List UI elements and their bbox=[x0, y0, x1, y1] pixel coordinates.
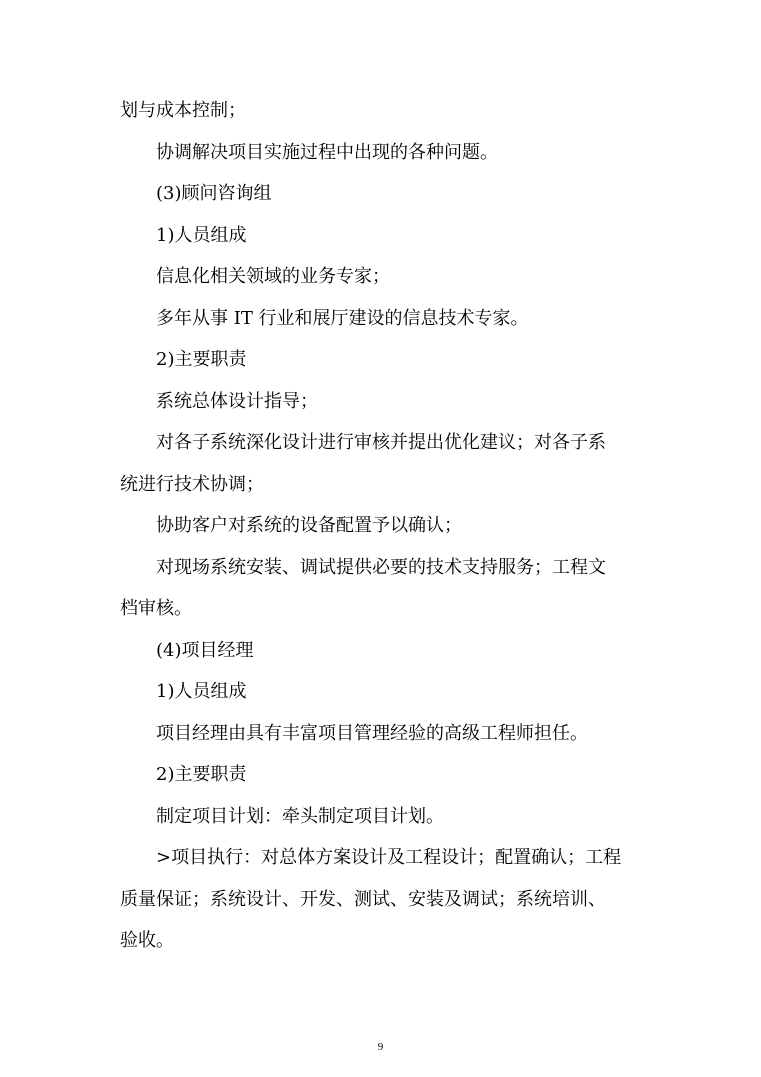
text-line: 协助客户对系统的设备配置予以确认； bbox=[156, 515, 462, 536]
text-line: 系统总体设计指导； bbox=[156, 390, 318, 412]
text-line-continuation: 统进行技术协调； bbox=[120, 473, 264, 495]
page-body bbox=[120, 90, 640, 962]
subsection-heading: 2)主要职责 bbox=[156, 349, 247, 370]
subsection-heading: 2)主要职责 bbox=[156, 764, 247, 785]
subsection-heading: 1)人员组成 bbox=[156, 681, 247, 702]
text-line: 信息化相关领域的业务专家； bbox=[156, 266, 390, 287]
text-line: 制定项目计划：牵头制定项目计划。 bbox=[156, 805, 444, 827]
page-number: 9 bbox=[377, 1041, 384, 1053]
text-line-continuation: 档审核。 bbox=[120, 598, 192, 619]
text-line-continuation: 划与成本控制； bbox=[120, 100, 246, 121]
subsection-heading: 1)人员组成 bbox=[156, 224, 247, 246]
text-line: 协调解决项目实施过程中出现的各种问题。 bbox=[156, 141, 498, 163]
text-line: 对现场系统安装、调试提供必要的技术支持服务；工程文 bbox=[156, 556, 606, 578]
text-line-continuation: 质量保证；系统设计、开发、测试、安装及调试；系统培训、 bbox=[120, 888, 606, 910]
text-line: 多年从事 IT 行业和展厅建设的信息技术专家。 bbox=[156, 307, 529, 329]
text-line: 项目经理由具有丰富项目管理经验的高级工程师担任。 bbox=[156, 722, 588, 744]
section-heading: (4)项目经理 bbox=[156, 639, 254, 661]
text-line: >项目执行：对总体方案设计及工程设计；配置确认；工程 bbox=[156, 847, 622, 868]
section-heading: (3)顾问咨询组 bbox=[156, 183, 272, 204]
text-line-continuation: 验收。 bbox=[120, 930, 174, 951]
text-line: 对各子系统深化设计进行审核并提出优化建议；对各子系 bbox=[156, 432, 606, 453]
